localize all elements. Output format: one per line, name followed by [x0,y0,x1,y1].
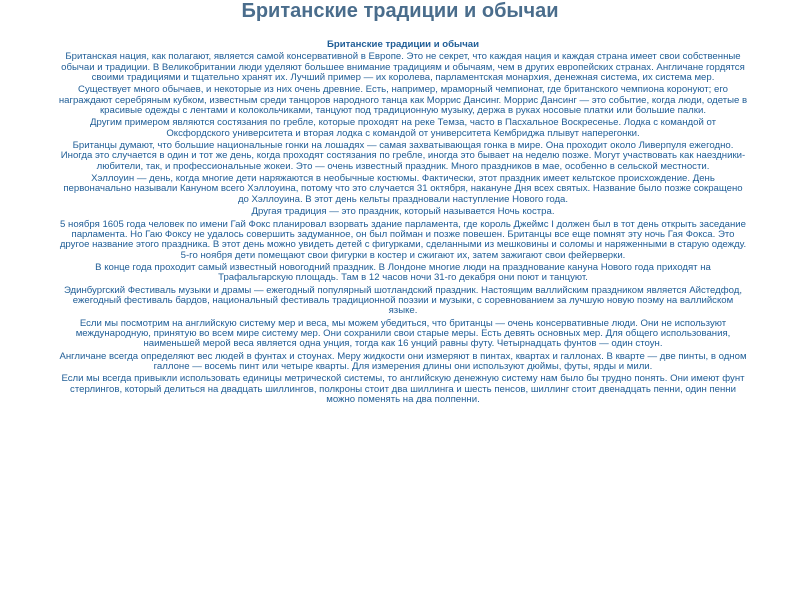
body-subtitle: Британские традиции и обычаи [326,39,480,50]
body-paragraph: Британская нация, как полагают, является самой консервативной в Европе. Это не секрет, что каждая нация и каждая страна имеет свои собственные обычаи и традиции. В Великобритании люди уделяют большее внимание традициям и обычаям, чем в других европейских странах. Англичане гордятся своими традициями и тщательно хранят их. Лучший пример — их королева, парламентская монархия, денежная система, их система мер. [61,51,745,84]
body-paragraph: Если мы посмотрим на английскую систему мер и веса, мы можем убедиться, что британцы — очень консервативные люди. Они не используют международную, принятую во всем мире систему мер. Они сохранили свои старые меры. Есть девять основных мер. Для общего использования, наименьшей мерой веса является одна унция, тогда как 16 унций равны футу. Четырнадцать фунтов — один стоун. [75,317,731,350]
body-paragraph: Эдинбургский Фестиваль музыки и драмы — ежегодный популярный шотландский праздник. Настоящим валлийским праздником является Айстедфод, ежегодный фестиваль бардов, национальный фестиваль традиционной поэзии и музыки, с соревнованием за лучшую новую поэму на валлийском языке. [63,284,743,317]
body-paragraph: Существует много обычаев, и некоторые из них очень древние. Есть, например, мраморный чемпионат, где британского чемпиона коронуют; его награждают серебряным кубком, известным среди танцоров народного танца как Моррис Дансинг. Моррис Дансинг — это событие, когда люди, одетые в красивые одежды с лентами и колокольчиками, танцуют под традиционную музыку, держа в руках носовые платки или большие палки. [58,84,748,117]
body-paragraph: Англичане всегда определяют вес людей в фунтах и стоунах. Меру жидкости они измеряют в пинтах, квартах и галлонах. В кварте — две пинты, в одном галлоне — восемь пинт или четыре кварты. Для измерения длины они используют дюймы, футы, ярды и мили. [59,350,747,372]
body-paragraph: Британцы думают, что большие национальные гонки на лошадях — самая захватывающая гонка в мире. Она проходит около Ливерпуля ежегодно. Иногда это случается в один и тот же день, когда проходят состязания по гребле, иногда это бывает на неделю позже. Могут участвовать как наездники-любители, так, и профессиональные жокеи. Это — очень известный праздник. Много праздников в мае, особенно в сельской местности. [60,140,746,172]
body-paragraph: Другим примером являются состязания по гребле, которые проходят на реке Темза, часто в Пасхальное Воскресенье. Лодка с командой от Оксфордского университета и вторая лодка с командой от университета Кембриджа плывут наперегонки. [89,117,717,139]
slide-body [58,40,748,407]
body-paragraph: Если мы всегда привыкли использовать единицы метрической системы, то английскую денежную систему нам было бы трудно понять. Они имеют фунт стерлингов, который делиться на двадцать шиллингов, полкроны стоит два шиллинга и шесть пенсов, шиллинг стоит двенадцать пенни, один пенни можно поменять на два полпенни. [61,373,745,405]
slide-title: Британские традиции и обычаи [241,0,559,22]
body-paragraph: Другая традиция — это праздник, который называется Ночь костра. [251,206,555,218]
body-paragraph: Хэллоуин — день, когда многие дети наряжаются в необычные костюмы. Фактически, этот праздник имеет кельтское происхождение. День первоначально называли Кануном всего Хэллоуина, потому что это случается 31 октября, накануне Дня всех святых. Название было позже сокращено до Хэллоуина. В этот день кельты праздновали наступление Нового года. [63,173,743,205]
body-paragraph: В конце года проходит самый известный новогодний праздник. В Лондоне многие люди на празднование кануна Нового года приходят на Трафальгарскую площадь. Там в 12 часов ночи 31-го декабря они поют и танцуют. [95,261,711,284]
body-paragraph: 5 ноября 1605 года человек по имени Гай Фокс планировал взорвать здание парламента, где король Джеймс I должен был в тот день открыть заседание парламента. Но Гаю Фоксу не удалось совершить задуманное, он был пойман и позже повешен. Британцы все еще помнят эту ночь Гая Фокса. Это другое название этого праздника. В этот день можно увидеть детей с фигурками, сделанными из мешковины и соломы и наряженными в старую одежду. 5-го ноября дети помещают свои фигурки в костер и сжигают их, затем зажигают свои фейерверки. [59,218,747,261]
